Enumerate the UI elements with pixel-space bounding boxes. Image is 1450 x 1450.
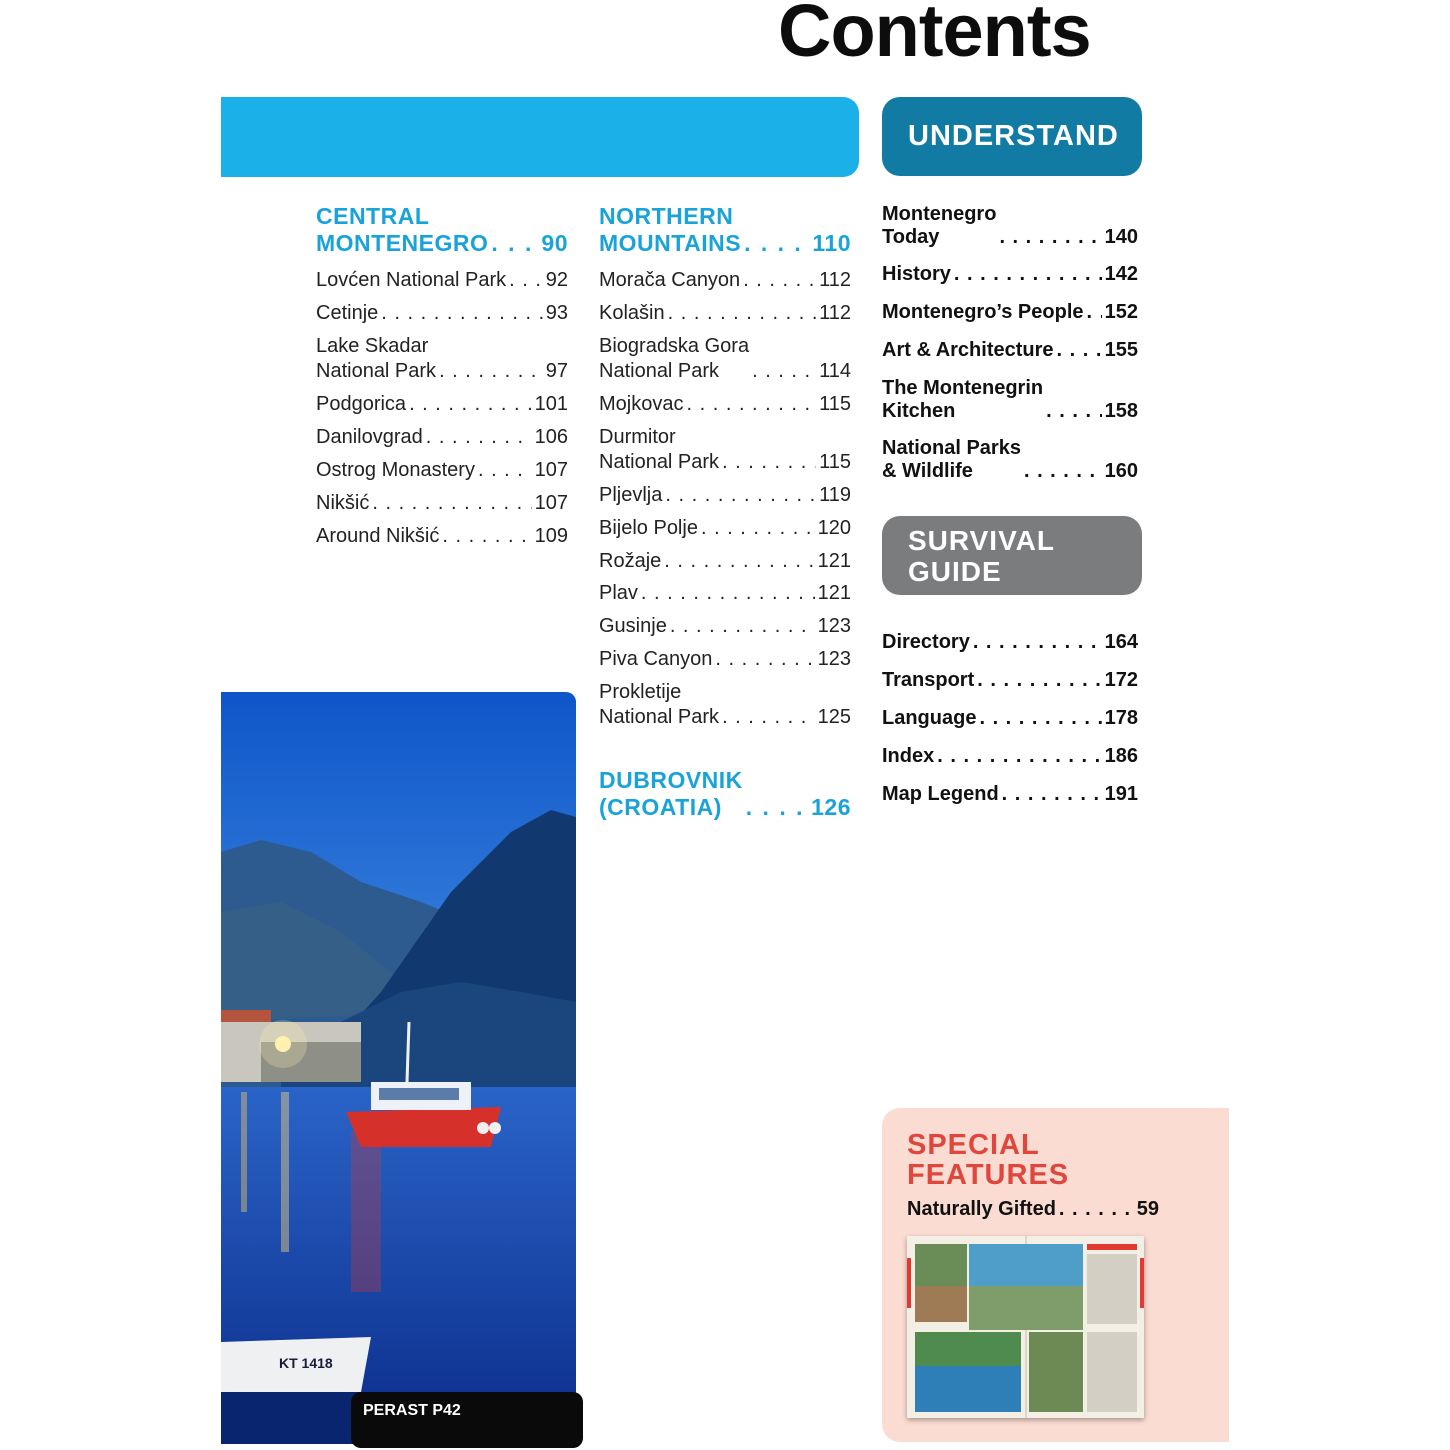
toc-item[interactable] — [599, 392, 851, 417]
toc-item[interactable] — [599, 425, 851, 475]
toc-page-number: 90 — [541, 230, 568, 256]
toc-item-label: History — [882, 263, 951, 285]
toc-item-label: Bijelo Polje — [599, 517, 698, 539]
toc-page-number: 152 — [1104, 301, 1138, 323]
toc-item[interactable] — [316, 491, 568, 516]
toc-page-number: 97 — [545, 360, 568, 382]
toc-page-number: 178 — [1104, 707, 1138, 729]
toc-leader — [1057, 339, 1102, 362]
toc-item[interactable] — [316, 268, 568, 293]
toc-leader — [1002, 783, 1102, 806]
toc-leader — [509, 268, 543, 293]
toc-leader — [409, 392, 532, 417]
special-feature-thumbnail — [907, 1236, 1144, 1418]
toc-leader — [426, 425, 532, 450]
toc-leader — [1046, 400, 1102, 423]
toc-leader — [744, 230, 809, 257]
toc-page-number: 106 — [534, 426, 568, 448]
toc-page-number: 123 — [817, 615, 851, 637]
toc-item[interactable] — [599, 680, 851, 730]
toc-page-number: 101 — [534, 393, 568, 415]
toc-item-label: Kolašin — [599, 302, 665, 324]
toc-item[interactable] — [599, 581, 851, 606]
toc-item[interactable] — [599, 334, 851, 384]
toc-leader — [670, 614, 815, 639]
toc-leader — [442, 524, 531, 549]
toc-item-label: Transport — [882, 669, 975, 691]
toc-page-number: 158 — [1104, 400, 1138, 422]
toc-item-label: Pljevlja — [599, 484, 663, 506]
toc-region-northern[interactable] — [599, 203, 851, 257]
toc-item-label: Podgorica — [316, 393, 407, 415]
toc-page-number: 119 — [819, 484, 851, 506]
toc-leader — [715, 647, 814, 672]
toc-leader — [372, 491, 531, 516]
toc-leader — [491, 230, 538, 257]
toc-item[interactable] — [882, 783, 1138, 806]
toc-item[interactable] — [599, 647, 851, 672]
toc-item-label: Ostrog Monastery — [316, 459, 475, 481]
toc-leader — [937, 745, 1101, 768]
toc-page-number: 123 — [817, 648, 851, 670]
toc-leader — [701, 516, 815, 541]
toc-item-label: Around Nikšić — [316, 525, 440, 547]
toc-item-label: Danilovgrad — [316, 426, 423, 448]
toc-item[interactable] — [599, 614, 851, 639]
feature-spread-icon — [907, 1236, 1144, 1418]
toc-item[interactable] — [882, 707, 1138, 730]
toc-page-number: 112 — [819, 269, 851, 291]
toc-item[interactable] — [882, 377, 1138, 423]
toc-item-label: Piva Canyon — [599, 648, 713, 670]
toc-item-label: Naturally Gifted — [907, 1198, 1056, 1220]
toc-page-number: 172 — [1104, 669, 1138, 691]
toc-item[interactable] — [599, 268, 851, 293]
toc-page-number: 115 — [819, 393, 851, 415]
toc-item-label: Biogradska Gora National Park — [599, 335, 750, 382]
toc-item[interactable] — [882, 437, 1138, 483]
toc-leader — [1087, 301, 1102, 324]
toc-page-number: 59 — [1136, 1198, 1159, 1220]
toc-item-label: Plav — [599, 582, 638, 604]
understand-heading: UNDERSTAND — [882, 97, 1142, 176]
toc-region-label: NORTHERN MOUNTAINS — [599, 203, 742, 256]
toc-page-number: 121 — [817, 582, 851, 604]
toc-item-label: The Montenegrin Kitchen — [882, 377, 1044, 422]
toc-leader — [439, 359, 543, 384]
survival-guide-heading-text: SURVIVAL GUIDE — [908, 524, 1055, 587]
toc-page-number: 114 — [819, 360, 851, 382]
toc-leader — [478, 458, 532, 483]
toc-item[interactable] — [599, 549, 851, 574]
toc-item-label: Montenegro Today — [882, 203, 997, 248]
photo-caption: PERAST P42 — [351, 1392, 583, 1448]
toc-leader — [954, 263, 1102, 286]
toc-item-label: Art & Architecture — [882, 339, 1054, 361]
toc-item[interactable] — [882, 301, 1138, 324]
page-title: Contents — [778, 0, 1091, 72]
toc-item-label: Lovćen National Park — [316, 269, 507, 291]
toc-page-number: 191 — [1104, 783, 1138, 805]
toc-item[interactable] — [882, 669, 1138, 692]
toc-item[interactable] — [882, 263, 1138, 286]
toc-leader — [1059, 1198, 1134, 1221]
toc-item[interactable] — [599, 483, 851, 508]
toc-leader — [1024, 460, 1102, 483]
toc-leader — [743, 268, 816, 293]
toc-page-number: 109 — [534, 525, 568, 547]
toc-leader — [641, 581, 815, 606]
toc-item[interactable] — [882, 203, 1138, 249]
toc-leader — [381, 301, 542, 326]
toc-page-number: 160 — [1104, 460, 1138, 482]
toc-leader — [665, 483, 816, 508]
survival-guide-heading — [882, 516, 1142, 595]
toc-leader — [668, 301, 817, 326]
toc-leader — [979, 707, 1101, 730]
toc-page-number: 93 — [545, 302, 568, 324]
toc-page-number: 155 — [1104, 339, 1138, 361]
perast-photo-illustration — [221, 692, 576, 1444]
toc-item[interactable] — [599, 301, 851, 326]
toc-page-number: 92 — [545, 269, 568, 291]
toc-item-label: Language — [882, 707, 977, 729]
toc-leader — [973, 631, 1102, 654]
toc-item-special[interactable] — [907, 1198, 1159, 1221]
special-features-heading: SPECIAL FEATURES — [907, 1129, 1070, 1191]
toc-item-label: Durmitor National Park — [599, 426, 720, 473]
toc-leader — [664, 549, 814, 574]
toc-item[interactable] — [882, 631, 1138, 654]
toc-page-number: 186 — [1104, 745, 1138, 767]
toc-page-number: 140 — [1104, 226, 1138, 248]
toc-item-label: Rožaje — [599, 550, 662, 572]
toc-page-number: 115 — [819, 451, 851, 473]
toc-item[interactable] — [316, 458, 568, 483]
toc-item-label: Nikšić — [316, 492, 370, 514]
toc-item[interactable] — [316, 301, 568, 326]
toc-item-label: Gusinje — [599, 615, 667, 637]
toc-page-number: 107 — [534, 459, 568, 481]
toc-leader — [752, 359, 816, 384]
toc-item-label: Prokletije National Park — [599, 681, 720, 728]
toc-item-label: Lake Skadar National Park — [316, 335, 437, 382]
toc-region-label: DUBROVNIK (CROATIA) — [599, 767, 743, 820]
toc-item-label: Morača Canyon — [599, 269, 741, 291]
toc-page-number: 164 — [1104, 631, 1138, 653]
toc-item-label: Mojkovac — [599, 393, 684, 415]
toc-item-label: Directory — [882, 631, 970, 653]
toc-page-number: 120 — [817, 517, 851, 539]
toc-page-number: 121 — [817, 550, 851, 572]
toc-region-central[interactable] — [316, 203, 568, 257]
toc-item[interactable] — [882, 745, 1138, 768]
toc-leader — [722, 450, 816, 475]
toc-item-label: Montenegro’s People — [882, 301, 1084, 323]
toc-item[interactable] — [316, 392, 568, 417]
destination-banner — [221, 97, 859, 177]
toc-leader — [722, 705, 815, 730]
toc-item[interactable] — [316, 425, 568, 450]
toc-region-label: CENTRAL MONTENEGRO — [316, 203, 489, 256]
toc-leader — [977, 669, 1101, 692]
toc-item[interactable] — [316, 524, 568, 549]
toc-page-number: 142 — [1104, 263, 1138, 285]
toc-item-label: National Parks & Wildlife — [882, 437, 1021, 482]
toc-page-number: 126 — [811, 794, 851, 820]
toc-page-number: 110 — [812, 230, 851, 256]
toc-leader — [686, 392, 816, 417]
toc-item[interactable] — [316, 334, 568, 384]
toc-leader — [746, 794, 808, 821]
toc-region-dubrovnik[interactable] — [599, 767, 851, 821]
toc-page-number: 125 — [817, 706, 851, 728]
toc-page-number: 107 — [534, 492, 568, 514]
toc-item-label: Index — [882, 745, 935, 767]
toc-item[interactable] — [882, 339, 1138, 362]
toc-item-label: Map Legend — [882, 783, 999, 805]
toc-page-number: 112 — [819, 302, 851, 324]
boat-number: KT 1418 — [279, 1355, 333, 1371]
toc-item-label: Cetinje — [316, 302, 379, 324]
toc-leader — [999, 226, 1101, 249]
toc-item[interactable] — [599, 516, 851, 541]
perast-photo — [221, 692, 576, 1444]
